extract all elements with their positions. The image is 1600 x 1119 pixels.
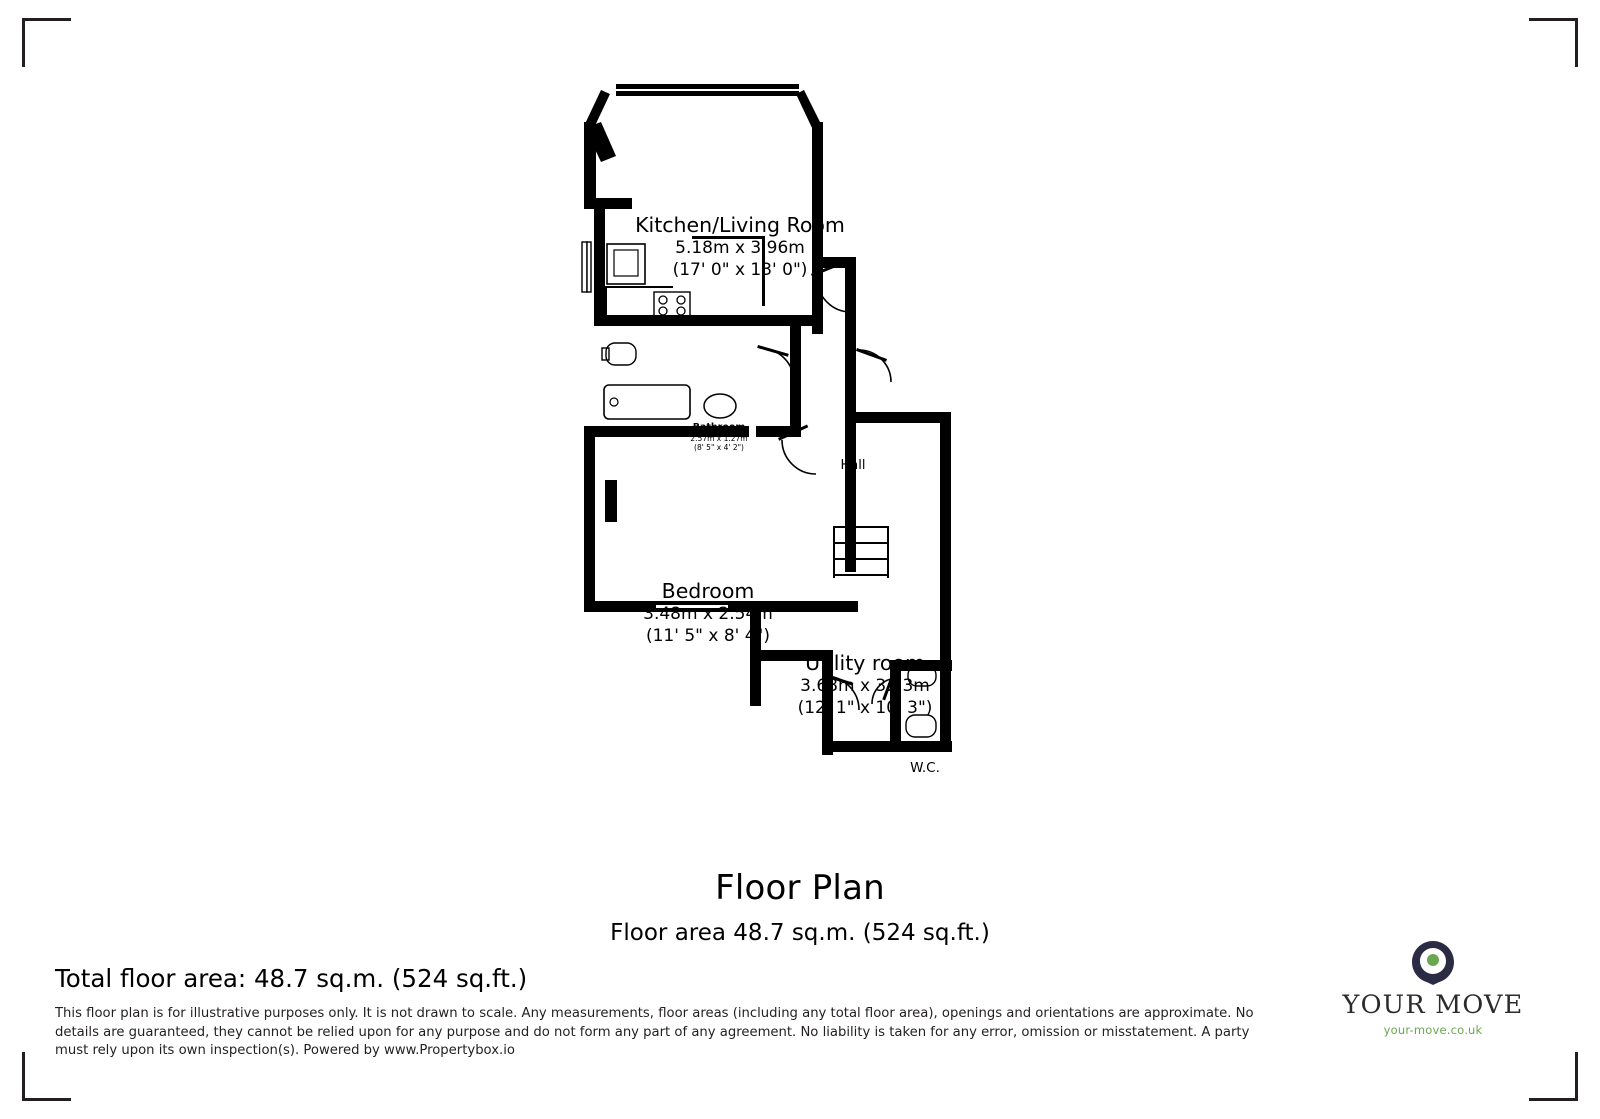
room-name: Bedroom: [661, 579, 755, 603]
room-dimensions-imperial: (11' 5" x 8' 4"): [645, 625, 770, 646]
room-dimensions-imperial: (8' 5" x 4' 2"): [694, 443, 744, 453]
floor-area-subtitle: Floor area 48.7 sq.m. (524 sq.ft.): [610, 920, 990, 946]
room-dimensions-imperial: (12' 1" x 10' 3"): [797, 697, 933, 718]
your-move-logo-icon: [1408, 938, 1458, 988]
room-dimensions-metric: 5.18m x 3.96m: [675, 238, 805, 259]
crop-mark-bottom-right: [1529, 1052, 1578, 1101]
room-name: W.C.: [910, 760, 940, 776]
room-label-kitchen-living-room: [570, 212, 910, 282]
brand-url: your-move.co.uk: [1383, 1023, 1483, 1037]
crop-mark-top-left: [22, 18, 71, 67]
room-dimensions-metric: 3.68m x 3.13m: [800, 676, 930, 697]
total-floor-area-text: Total floor area: 48.7 sq.m. (524 sq.ft.): [55, 964, 528, 993]
room-label-hall: [818, 458, 888, 475]
title-block: [0, 868, 1600, 946]
room-label-bathroom: [644, 422, 794, 453]
room-dimensions-imperial: (17' 0" x 13' 0"): [672, 259, 808, 280]
disclaimer-text: This floor plan is for illustrative purposes only. It is not drawn to scale. Any measurements, floor areas (including any total floor area), openings and orientations are approximate. No details are guaranteed, they cannot be relied upon for any purpose and do not form any part of any agreement. No liability is taken for any error, omission or misstatement. A party must rely upon its own inspection(s). Powered by www.Propertybox.io: [55, 1006, 1254, 1059]
room-label-utility-room: [750, 650, 980, 720]
room-label-bedroom: [598, 578, 818, 648]
room-dimensions-metric: 2.57m x 1.27m: [690, 433, 748, 443]
crop-mark-top-right: [1529, 18, 1578, 67]
room-name: Utility room: [805, 651, 925, 675]
room-dimensions-metric: 3.48m x 2.54m: [643, 604, 773, 625]
floor-plan-drawing: [560, 60, 1030, 850]
brand-name: YOUR MOVE: [1342, 990, 1524, 1020]
room-label-wc: [890, 760, 960, 777]
room-name: Hall: [840, 458, 866, 473]
page-title: Floor Plan: [715, 868, 885, 908]
floor-plan-svg: [560, 60, 1030, 850]
room-name: Bathroom: [692, 422, 746, 433]
room-name: Kitchen/Living Room: [635, 213, 845, 237]
brand-logo: [1338, 938, 1528, 1037]
